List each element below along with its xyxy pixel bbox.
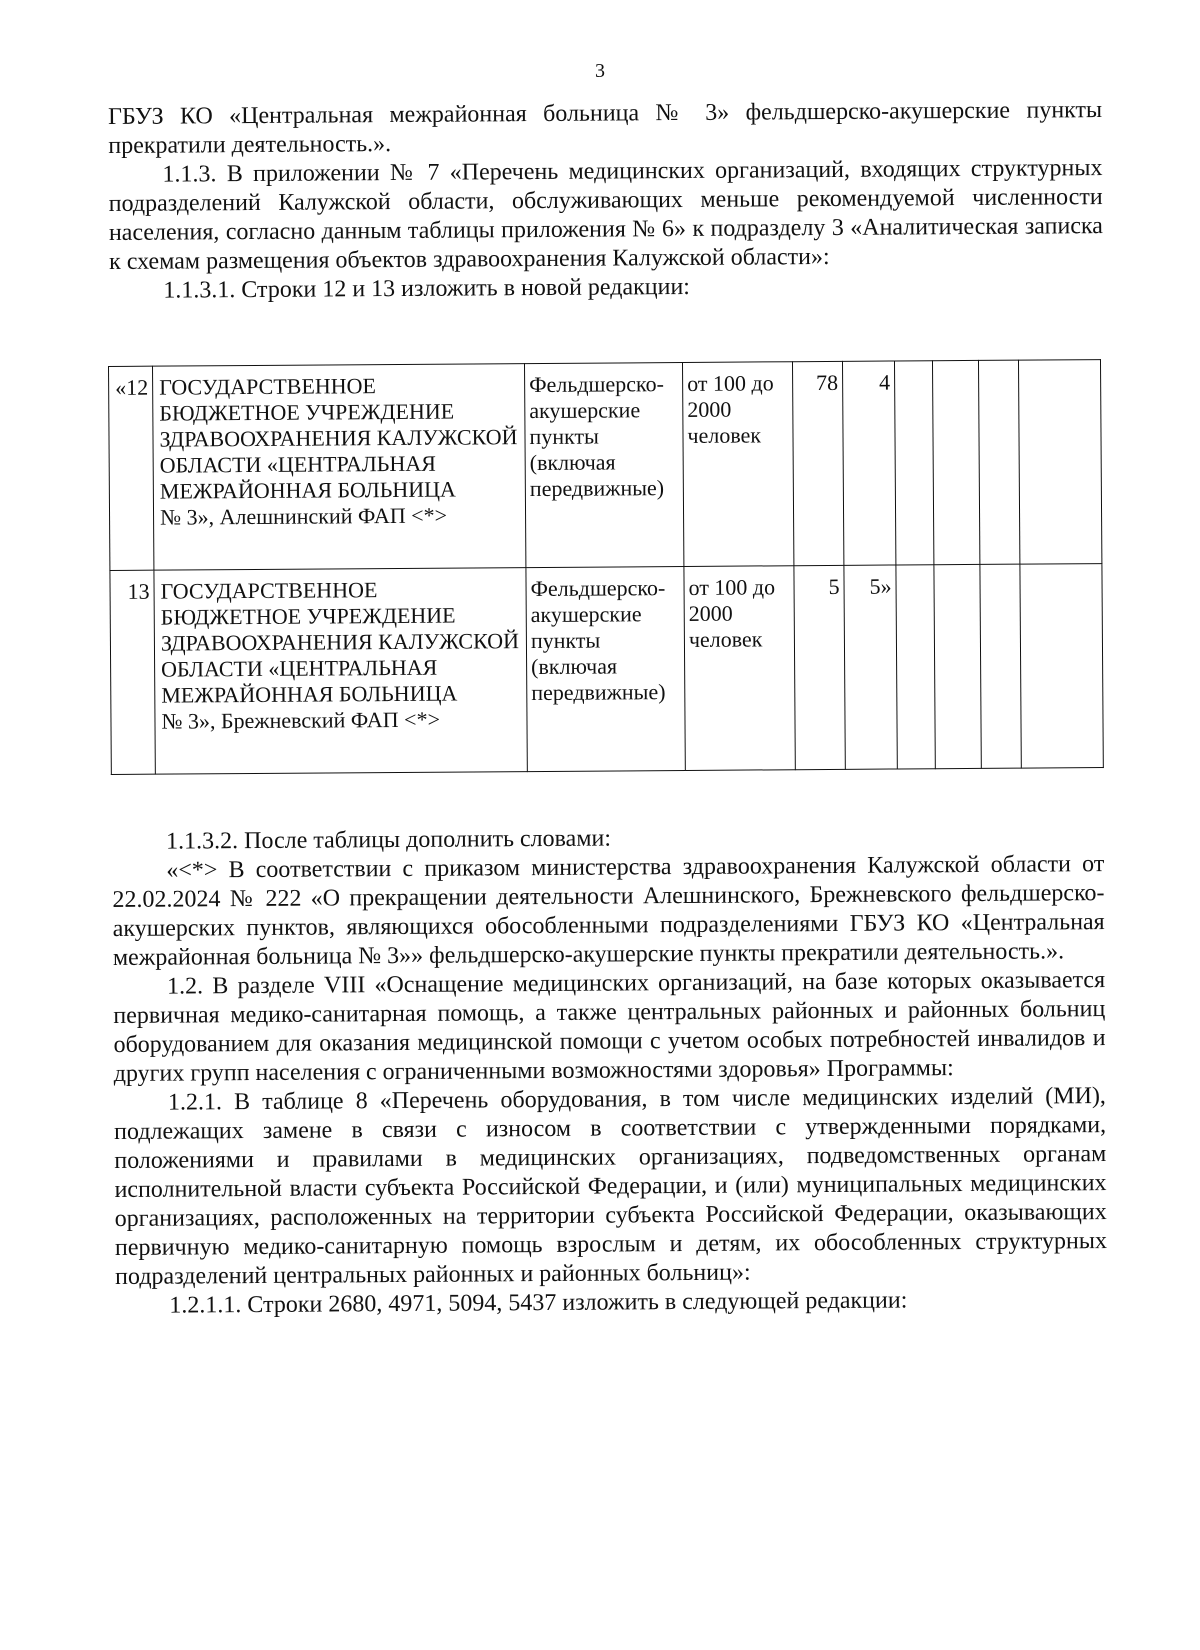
page-number: 3 <box>595 60 605 82</box>
organizations-table <box>108 359 1104 775</box>
organization-name-text: ГОСУДАРСТВЕННОЕ БЮДЖЕТНОЕ УЧРЕЖДЕНИЕ ЗДРАВООХРАНЕНИЯ КАЛУЖСКОЙ ОБЛАСТИ «ЦЕНТРАЛЬНАЯ МЕЖРАЙОННАЯ БОЛЬНИЦА <box>160 577 520 708</box>
organizations-table-wrap <box>108 359 1103 775</box>
organization-name-tail: № 3», Алешнинский ФАП <*> <box>159 502 448 530</box>
population-range: от 100 до 2000 человек <box>684 566 795 771</box>
paragraph: 1.2. В разделе VIII «Оснащение медицинских организаций, на базе которых оказывается первичная медико-санитарная помощь, а также центральных районных и районных больниц оборудованием для оказания медицинской помощи с учетом особых потребностей инвалидов и других групп населения с ограниченными возможностями здоровья» Программы: <box>113 967 1106 1087</box>
empty-cell <box>1018 360 1101 565</box>
row-number: 13 <box>110 570 155 774</box>
paragraph: 1.1.3.1. Строки 12 и 13 изложить в новой редакции: <box>163 273 691 304</box>
paragraph: 1.2.1. В таблице 8 «Перечень оборудования, в том числе медицинских изделий (МИ), подлежащих замене в связи с износом в соответствии с утвержденными порядками, положениями и правилами в медицинских организациях, подведомственных органам исполнительной власти субъекта Российской Федерации, и (или) муниципальных медицинских организациях, расположенных на территории субъекта Российской Федерации, оказывающих первичную медико-санитарную помощь взрослым и детям, их обособленных структурных подразделений центральных районных и районных больниц»: <box>114 1083 1107 1290</box>
value-cell: 5» <box>844 565 897 769</box>
empty-cell <box>894 361 933 565</box>
paragraph: 1.2.1.1. Строки 2680, 4971, 5094, 5437 изложить в следующей редакции: <box>169 1287 908 1319</box>
empty-cell <box>932 360 979 564</box>
value-cell: 5 <box>794 565 845 769</box>
facility-type: Фельдшерско-акушерские пункты (включая передвижные) <box>524 362 683 567</box>
paragraph: ГБУЗ КО «Центральная межрайонная больница № 3» фельдшерско-акушерские пункты прекратили деятельность.». <box>108 97 1103 159</box>
empty-cell <box>978 360 1019 564</box>
population-range: от 100 до 2000 человек <box>682 362 793 567</box>
empty-cell <box>980 564 1021 768</box>
organization-name-text: ГОСУДАРСТВЕННОЕ БЮДЖЕТНОЕ УЧРЕЖДЕНИЕ ЗДРАВООХРАНЕНИЯ КАЛУЖСКОЙ ОБЛАСТИ «ЦЕНТРАЛЬНАЯ МЕЖРАЙОННАЯ БОЛЬНИЦА <box>159 373 518 504</box>
value-cell: 4 <box>842 361 895 565</box>
empty-cell <box>1020 564 1103 769</box>
empty-cell <box>934 564 981 768</box>
text-block-top <box>108 96 1103 306</box>
facility-type: Фельдшерско-акушерские пункты (включая передвижные) <box>526 566 685 771</box>
row-number: «12 <box>109 366 154 570</box>
text-block-bottom <box>112 821 1107 1321</box>
table-row <box>110 564 1103 775</box>
organization-name <box>153 364 526 571</box>
paragraph: «<*> В соответствии с приказом министерства здравоохранения Калужской области от 22.02.2024 № 222 «О прекращении деятельности Алешнинского, Брежневского фельдшерско-акушерских пунктов, являющихся обособленными подразделениями ГБУЗ КО «Центральная межрайонная больница № 3»» фельдшерско-акушерские пункты прекратили деятельность.». <box>112 851 1105 971</box>
paragraph: 1.1.3.2. После таблицы дополнить словами: <box>166 825 612 855</box>
empty-cell <box>896 565 935 769</box>
organization-name <box>154 568 527 775</box>
table-row <box>109 360 1102 571</box>
organization-name-tail: № 3», Брежневский ФАП <*> <box>161 706 441 734</box>
paragraph: 1.1.3. В приложении № 7 «Перечень медицинских организаций, входящих структурных подразделений Калужской области, обслуживающих меньше рекомендуемой численности населения, согласно данным таблицы приложения № 6» к подразделу 3 «Аналитическая записка к схемам размещения объектов здравоохранения Калужской области»: <box>108 155 1103 275</box>
value-cell: 78 <box>792 361 843 565</box>
